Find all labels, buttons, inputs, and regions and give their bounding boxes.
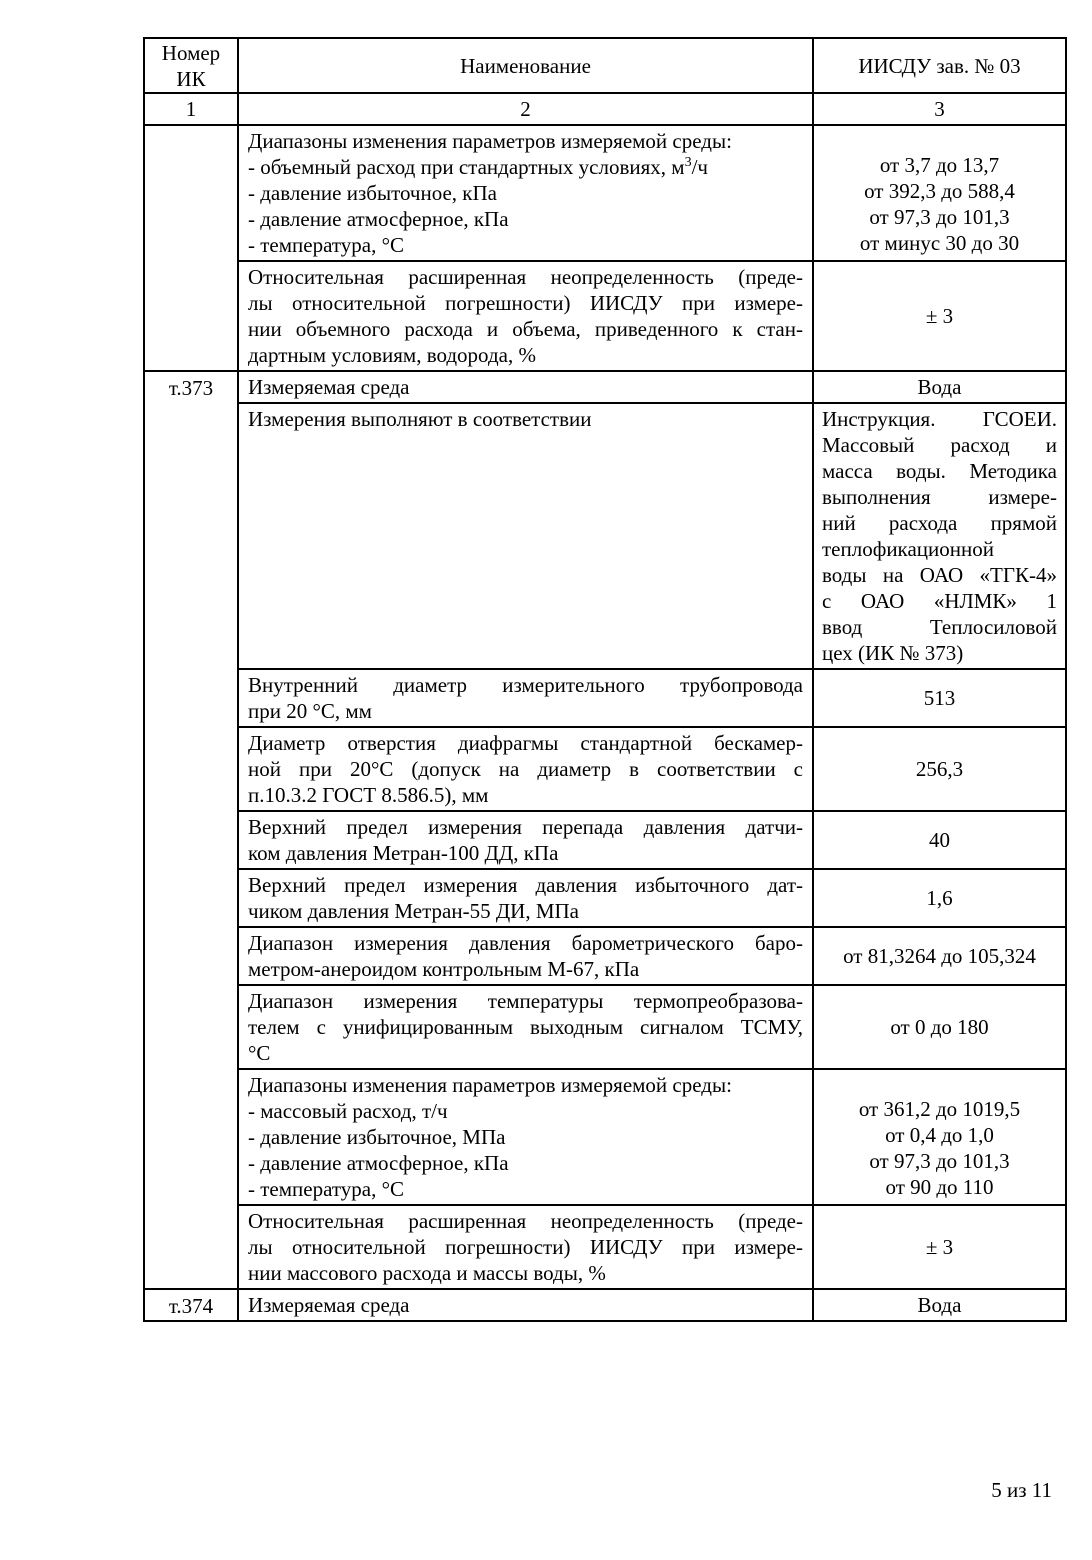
table-row [144,927,1066,985]
value-cell-parameter-ranges-1 [813,125,1066,261]
value-line: от 361,2 до 1019,5 [858,1097,1021,1121]
cell-line: - давление избыточное, кПа [248,181,497,205]
ik-cell-empty [144,125,238,371]
name-cell-parameter-ranges-2 [238,1069,813,1205]
name-cell-uncertainty-hydrogen [238,261,813,371]
table-row [144,371,1066,403]
cell-line: лы относительной погрешности) ИИСДУ при измере- [248,291,803,315]
cell-line: - давление атмосферное, кПа [248,207,509,231]
value-line: от минус 30 до 30 [859,231,1020,255]
header-cell-name: Наименование [238,38,813,93]
measurement-channels-table [143,37,1067,1322]
value-spacer [820,126,1059,152]
column-number-1: 1 [144,93,238,125]
cell-line: при 20 °С, мм [248,699,372,723]
cell-line: дартным условиям, водорода, % [248,343,536,367]
ik-cell-t373: т.373 [144,371,238,1289]
value-line: от 97,3 до 101,3 [869,205,1010,229]
name-cell-measurement-method: Измерения выполняют в соответствии [238,403,813,669]
cell-line: п.10.3.2 ГОСТ 8.586.5), мм [248,783,489,807]
name-cell-measured-medium-1: Измеряемая среда [238,371,813,403]
value-line: от 97,3 до 101,3 [869,1149,1010,1173]
page-number: 5 из 11 [991,1478,1052,1502]
cell-line: Относительная расширенная неопределенность (преде- [248,265,803,289]
cell-line: - температура, °С [248,1177,404,1201]
cell-line: Диапазон измерения давления барометрического баро- [248,931,803,955]
value-line: Массовый расход и [822,433,1057,457]
ik-cell-t374: т.374 [144,1289,238,1321]
cell-line: - массовый расход, т/ч [248,1099,448,1123]
value-cell-measured-medium-1: Вода [813,371,1066,403]
header-cell-ik-number: Номер ИК [144,38,238,93]
table-row [144,1069,1066,1205]
table-row [144,1205,1066,1289]
cell-line: Внутренний диаметр измерительного трубопровода [248,673,803,697]
cell-line: - давление избыточное, МПа [248,1125,506,1149]
value-line: теплофикационной [822,537,994,561]
cell-line [248,154,803,180]
value-line: от 90 до 110 [885,1175,994,1199]
name-cell-orifice-diameter [238,727,813,811]
value-line: выполнения измере- [822,485,1057,509]
superscript-3: 3 [684,155,692,170]
cell-line: ной при 20°С (допуск на диаметр в соответствии с [248,757,803,781]
cell-line: ком давления Метран-100 ДД, кПа [248,841,559,865]
value-line: масса воды. Методика [822,459,1057,483]
name-cell-pipe-diameter [238,669,813,727]
column-number-row [144,93,1066,125]
value-cell-temperature-range: от 0 до 180 [813,985,1066,1069]
cell-line: Верхний предел измерения перепада давления датчи- [248,815,803,839]
cell-line: нии объемного расхода и объема, приведенного к стан- [248,317,803,341]
value-cell-dp-upper-limit: 40 [813,811,1066,869]
column-number-3: 3 [813,93,1066,125]
cell-line-part: /ч [691,155,708,179]
cell-line: Диапазон измерения температуры термопреобразова- [248,989,803,1013]
value-line: Инструкция. ГСОЕИ. [822,407,1057,431]
value-cell-orifice-diameter: 256,3 [813,727,1066,811]
cell-line: °С [248,1041,271,1065]
cell-line: Верхний предел измерения давления избыточного дат- [248,873,803,897]
value-line: от 392,3 до 588,4 [864,179,1015,203]
cell-line: - давление атмосферное, кПа [248,1151,509,1175]
cell-line: Диапазоны изменения параметров измеряемой среды: [248,129,732,153]
value-line: от 3,7 до 13,7 [879,153,1000,177]
name-cell-temperature-range [238,985,813,1069]
name-cell-measured-medium-2: Измеряемая среда [238,1289,813,1321]
value-cell-uncertainty-hydrogen: ± 3 [813,261,1066,371]
value-line: от 0,4 до 1,0 [885,1123,994,1147]
value-spacer [820,1070,1059,1096]
value-cell-uncertainty-water: ± 3 [813,1205,1066,1289]
value-line: ввод Теплосиловой [822,615,1057,639]
value-line: ний расхода прямой [822,511,1057,535]
value-cell-barometer-range: от 81,3264 до 105,324 [813,927,1066,985]
cell-line: чиком давления Метран-55 ДИ, МПа [248,899,580,923]
cell-line: Диаметр отверстия диафрагмы стандартной бескамер- [248,731,803,755]
name-cell-gauge-pressure-limit [238,869,813,927]
value-cell-measurement-method [813,403,1066,669]
value-cell-measured-medium-2: Вода [813,1289,1066,1321]
table-row [144,985,1066,1069]
value-cell-pipe-diameter: 513 [813,669,1066,727]
cell-line: Диапазоны изменения параметров измеряемой среды: [248,1073,732,1097]
name-cell-barometer-range [238,927,813,985]
cell-line-part: - объемный расход при стандартных условиях, м [248,155,685,179]
table-row [144,727,1066,811]
table-row [144,1289,1066,1321]
value-line: цех (ИК № 373) [822,641,964,665]
name-cell-parameter-ranges-1 [238,125,813,261]
header-row [144,38,1066,93]
value-cell-parameter-ranges-2 [813,1069,1066,1205]
header-cell-iisdu: ИИСДУ зав. № 03 [813,38,1066,93]
cell-line: - температура, °С [248,233,404,257]
cell-line: Относительная расширенная неопределенность (преде- [248,1209,803,1233]
value-cell-gauge-pressure-limit: 1,6 [813,869,1066,927]
table-row [144,261,1066,371]
name-cell-dp-upper-limit [238,811,813,869]
table-row [144,669,1066,727]
table-row [144,869,1066,927]
cell-line: лы относительной погрешности) ИИСДУ при измере- [248,1235,803,1259]
column-number-2: 2 [238,93,813,125]
cell-line: нии массового расхода и массы воды, % [248,1261,606,1285]
cell-line: телем с унифицированным выходным сигналом ТСМУ, [248,1015,803,1039]
table-row [144,125,1066,261]
table-row [144,403,1066,669]
value-line: с ОАО «НЛМК» 1 [822,589,1057,613]
name-cell-uncertainty-water [238,1205,813,1289]
value-line: воды на ОАО «ТГК-4» [822,563,1057,587]
table-row [144,811,1066,869]
cell-line: метром-анероидом контрольным М-67, кПа [248,957,640,981]
